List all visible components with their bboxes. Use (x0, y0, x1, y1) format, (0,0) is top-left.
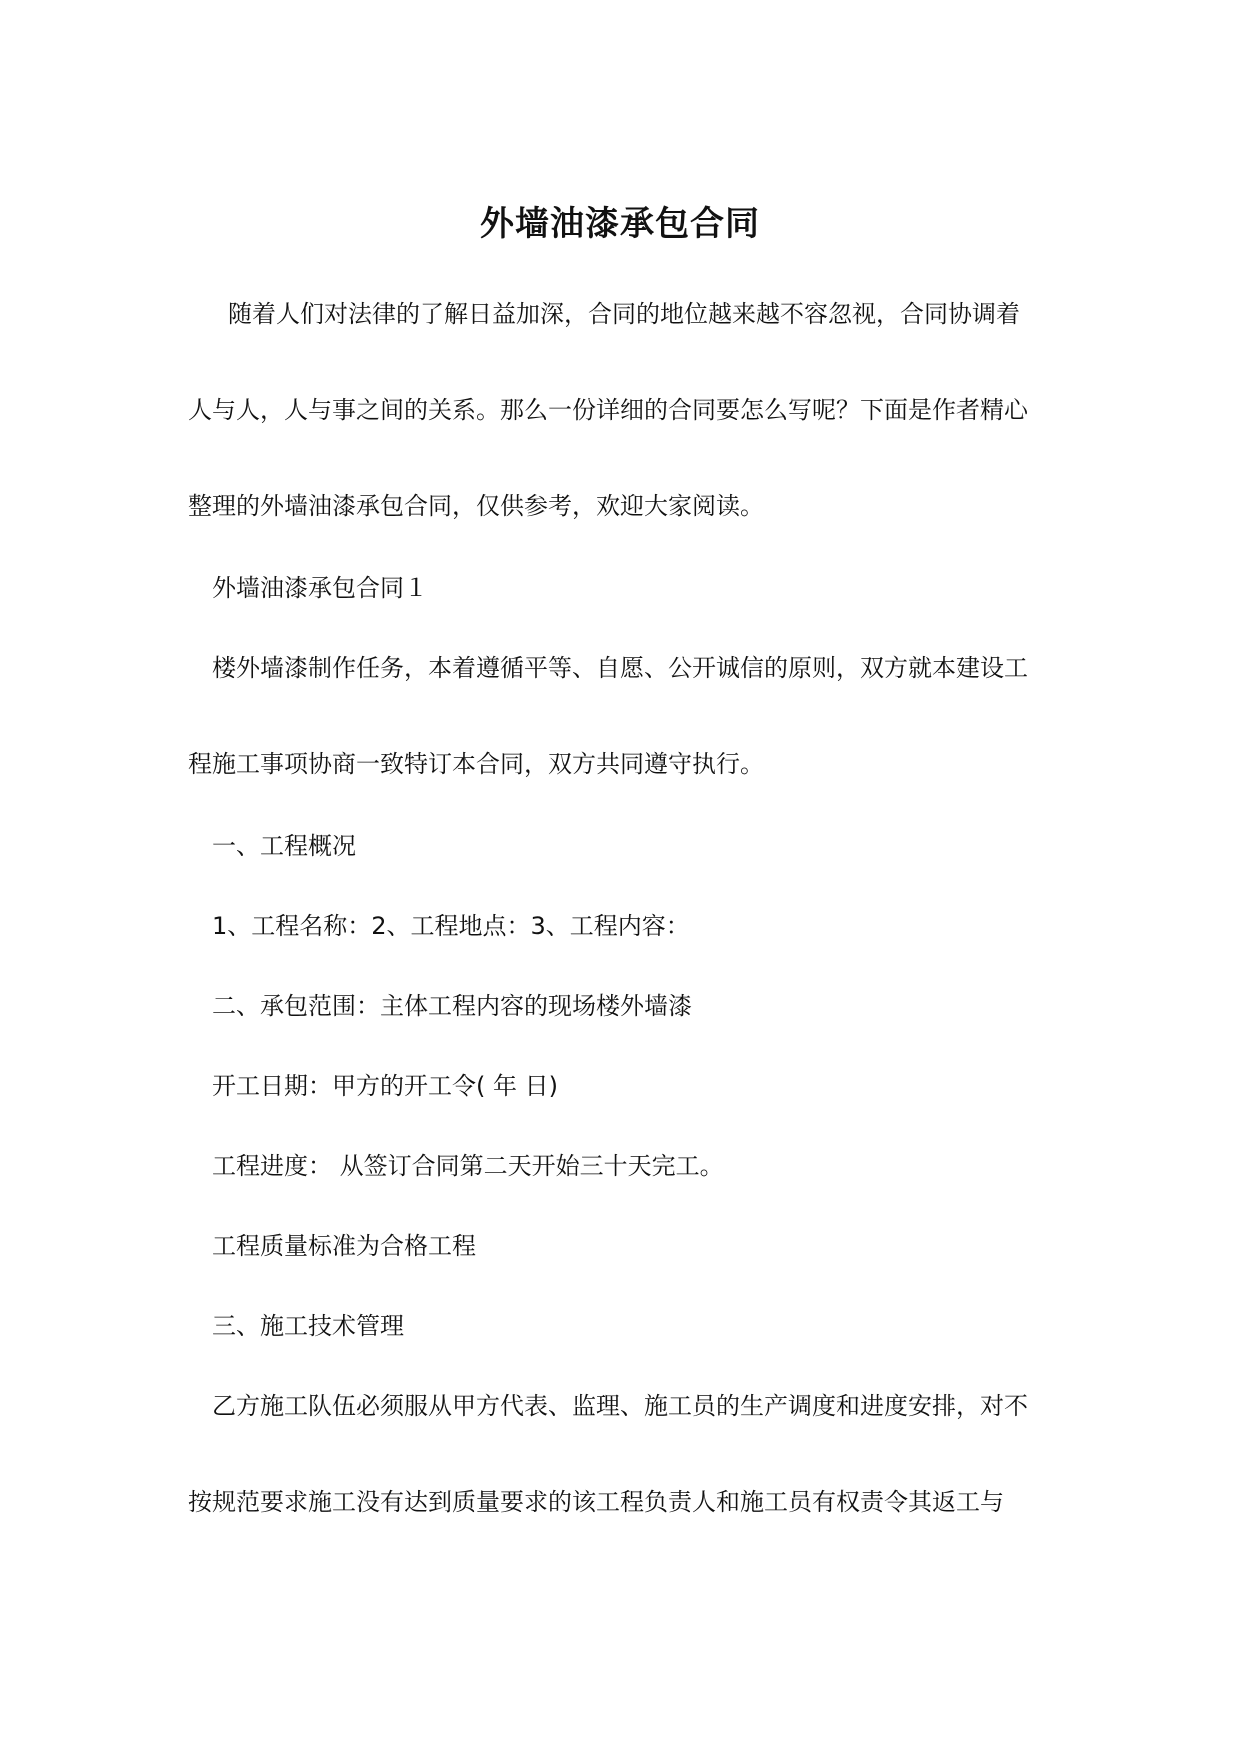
clause-line: 开工日期：甲方的开工令( 年 日) (212, 1072, 558, 1100)
section-heading-contract-1: 外墙油漆承包合同１ (212, 574, 428, 602)
intro-line-1: 随着人们对法律的了解日益加深，合同的地位越来越不容忽视，合同协调着 (228, 300, 1020, 328)
clause-line: 工程进度： 从签订合同第二天开始三十天完工。 (212, 1152, 724, 1180)
section-heading-overview: 一、工程概况 (212, 832, 356, 860)
clause-line: 1、工程名称：2、工程地点：3、工程内容： (212, 912, 690, 940)
section-heading-scope: 二、承包范围：主体工程内容的现场楼外墙漆 (212, 992, 692, 1020)
intro-line-3: 整理的外墙油漆承包合同，仅供参考，欢迎大家阅读。 (188, 492, 764, 520)
intro-line-2: 人与人，人与事之间的关系。那么一份详细的合同要怎么写呢？下面是作者精心 (188, 396, 1028, 424)
paragraph-line: 程施工事项协商一致特订本合同，双方共同遵守执行。 (188, 750, 764, 778)
section-heading-technical: 三、施工技术管理 (212, 1312, 404, 1340)
document-title: 外墙油漆承包合同 (480, 204, 760, 244)
paragraph-line: 按规范要求施工没有达到质量要求的该工程负责人和施工员有权责令其返工与 (188, 1488, 1004, 1516)
paragraph-line: 乙方施工队伍必须服从甲方代表、监理、施工员的生产调度和进度安排，对不 (212, 1392, 1028, 1420)
paragraph-line: 楼外墙漆制作任务，本着遵循平等、自愿、公开诚信的原则，双方就本建设工 (212, 654, 1028, 682)
clause-line: 工程质量标准为合格工程 (212, 1232, 476, 1260)
